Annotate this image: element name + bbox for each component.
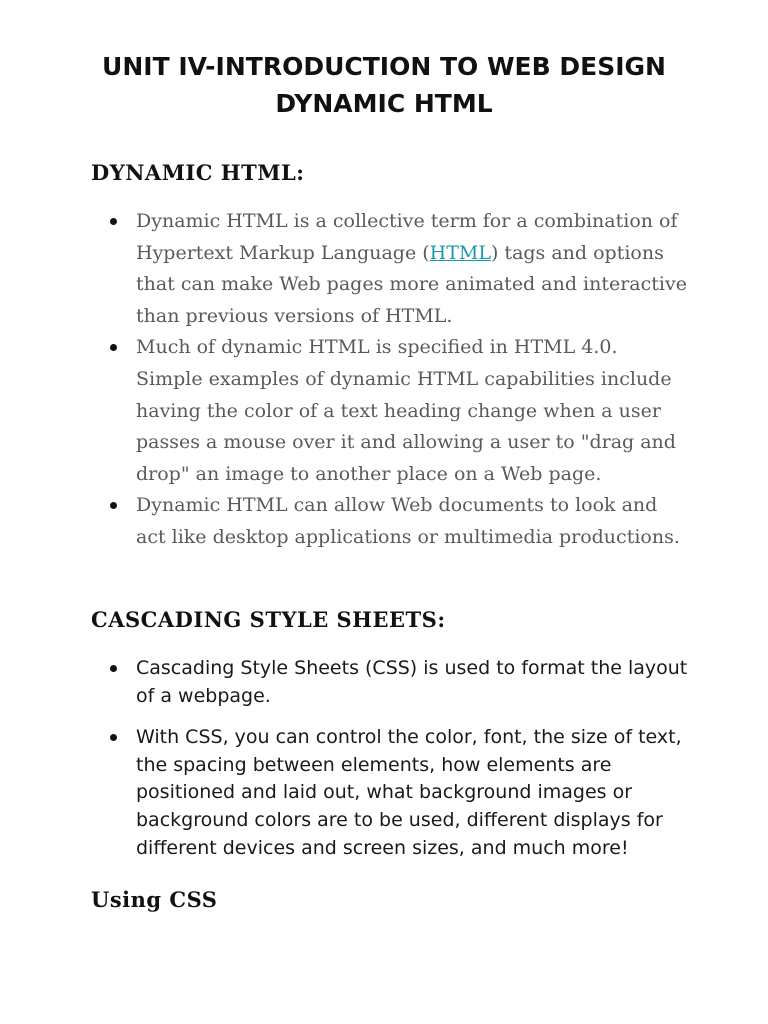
document-title-line-2: DYNAMIC HTML [275, 89, 493, 118]
section-heading-cascading-style-sheets: CASCADING STYLE SHEETS: [91, 607, 446, 632]
bullet-icon [110, 734, 117, 741]
css-bullet-list [108, 655, 688, 862]
list-item-text-before-link: Dynamic HTML is a collective term for a combination of Hypertext Markup Language ( [136, 210, 678, 264]
document-title-line-1: UNIT IV-INTRODUCTION TO WEB DESIGN [102, 52, 666, 81]
bullet-icon [110, 344, 117, 351]
list-item [108, 655, 688, 710]
bullet-icon [110, 502, 117, 509]
list-item-text: With CSS, you can control the color, font, the size of text, the spacing between elements, how elements are positioned and laid out, what background images or background colors are to be used, different displays for different devices and screen sizes, and much more! [136, 726, 682, 859]
list-item-text-after-link: ) tags and options that can make Web pages more animated and interactive than previous versions of HTML. [136, 241, 687, 327]
section-heading-using-css: Using CSS [91, 887, 218, 912]
section-heading-dynamic-html: DYNAMIC HTML: [91, 160, 305, 185]
list-item [108, 332, 688, 490]
bullet-icon [110, 665, 117, 672]
list-item [108, 724, 688, 862]
list-item-text: Dynamic HTML can allow Web documents to look and act like desktop applications or multimedia productions. [136, 494, 680, 548]
list-item [108, 490, 688, 553]
dynamic-html-bullet-list [108, 206, 688, 554]
bullet-icon [110, 218, 117, 225]
list-item-text: Cascading Style Sheets (CSS) is used to format the layout of a webpage. [136, 657, 688, 707]
html-link[interactable]: HTML [429, 241, 491, 264]
list-item-text: Much of dynamic HTML is specified in HTML 4.0. Simple examples of dynamic HTML capabilities include having the color of a text heading change when a user passes a mouse over it and allowing a user to "drag and drop" an image to another place on a Web page. [136, 336, 676, 485]
list-item [108, 206, 688, 332]
